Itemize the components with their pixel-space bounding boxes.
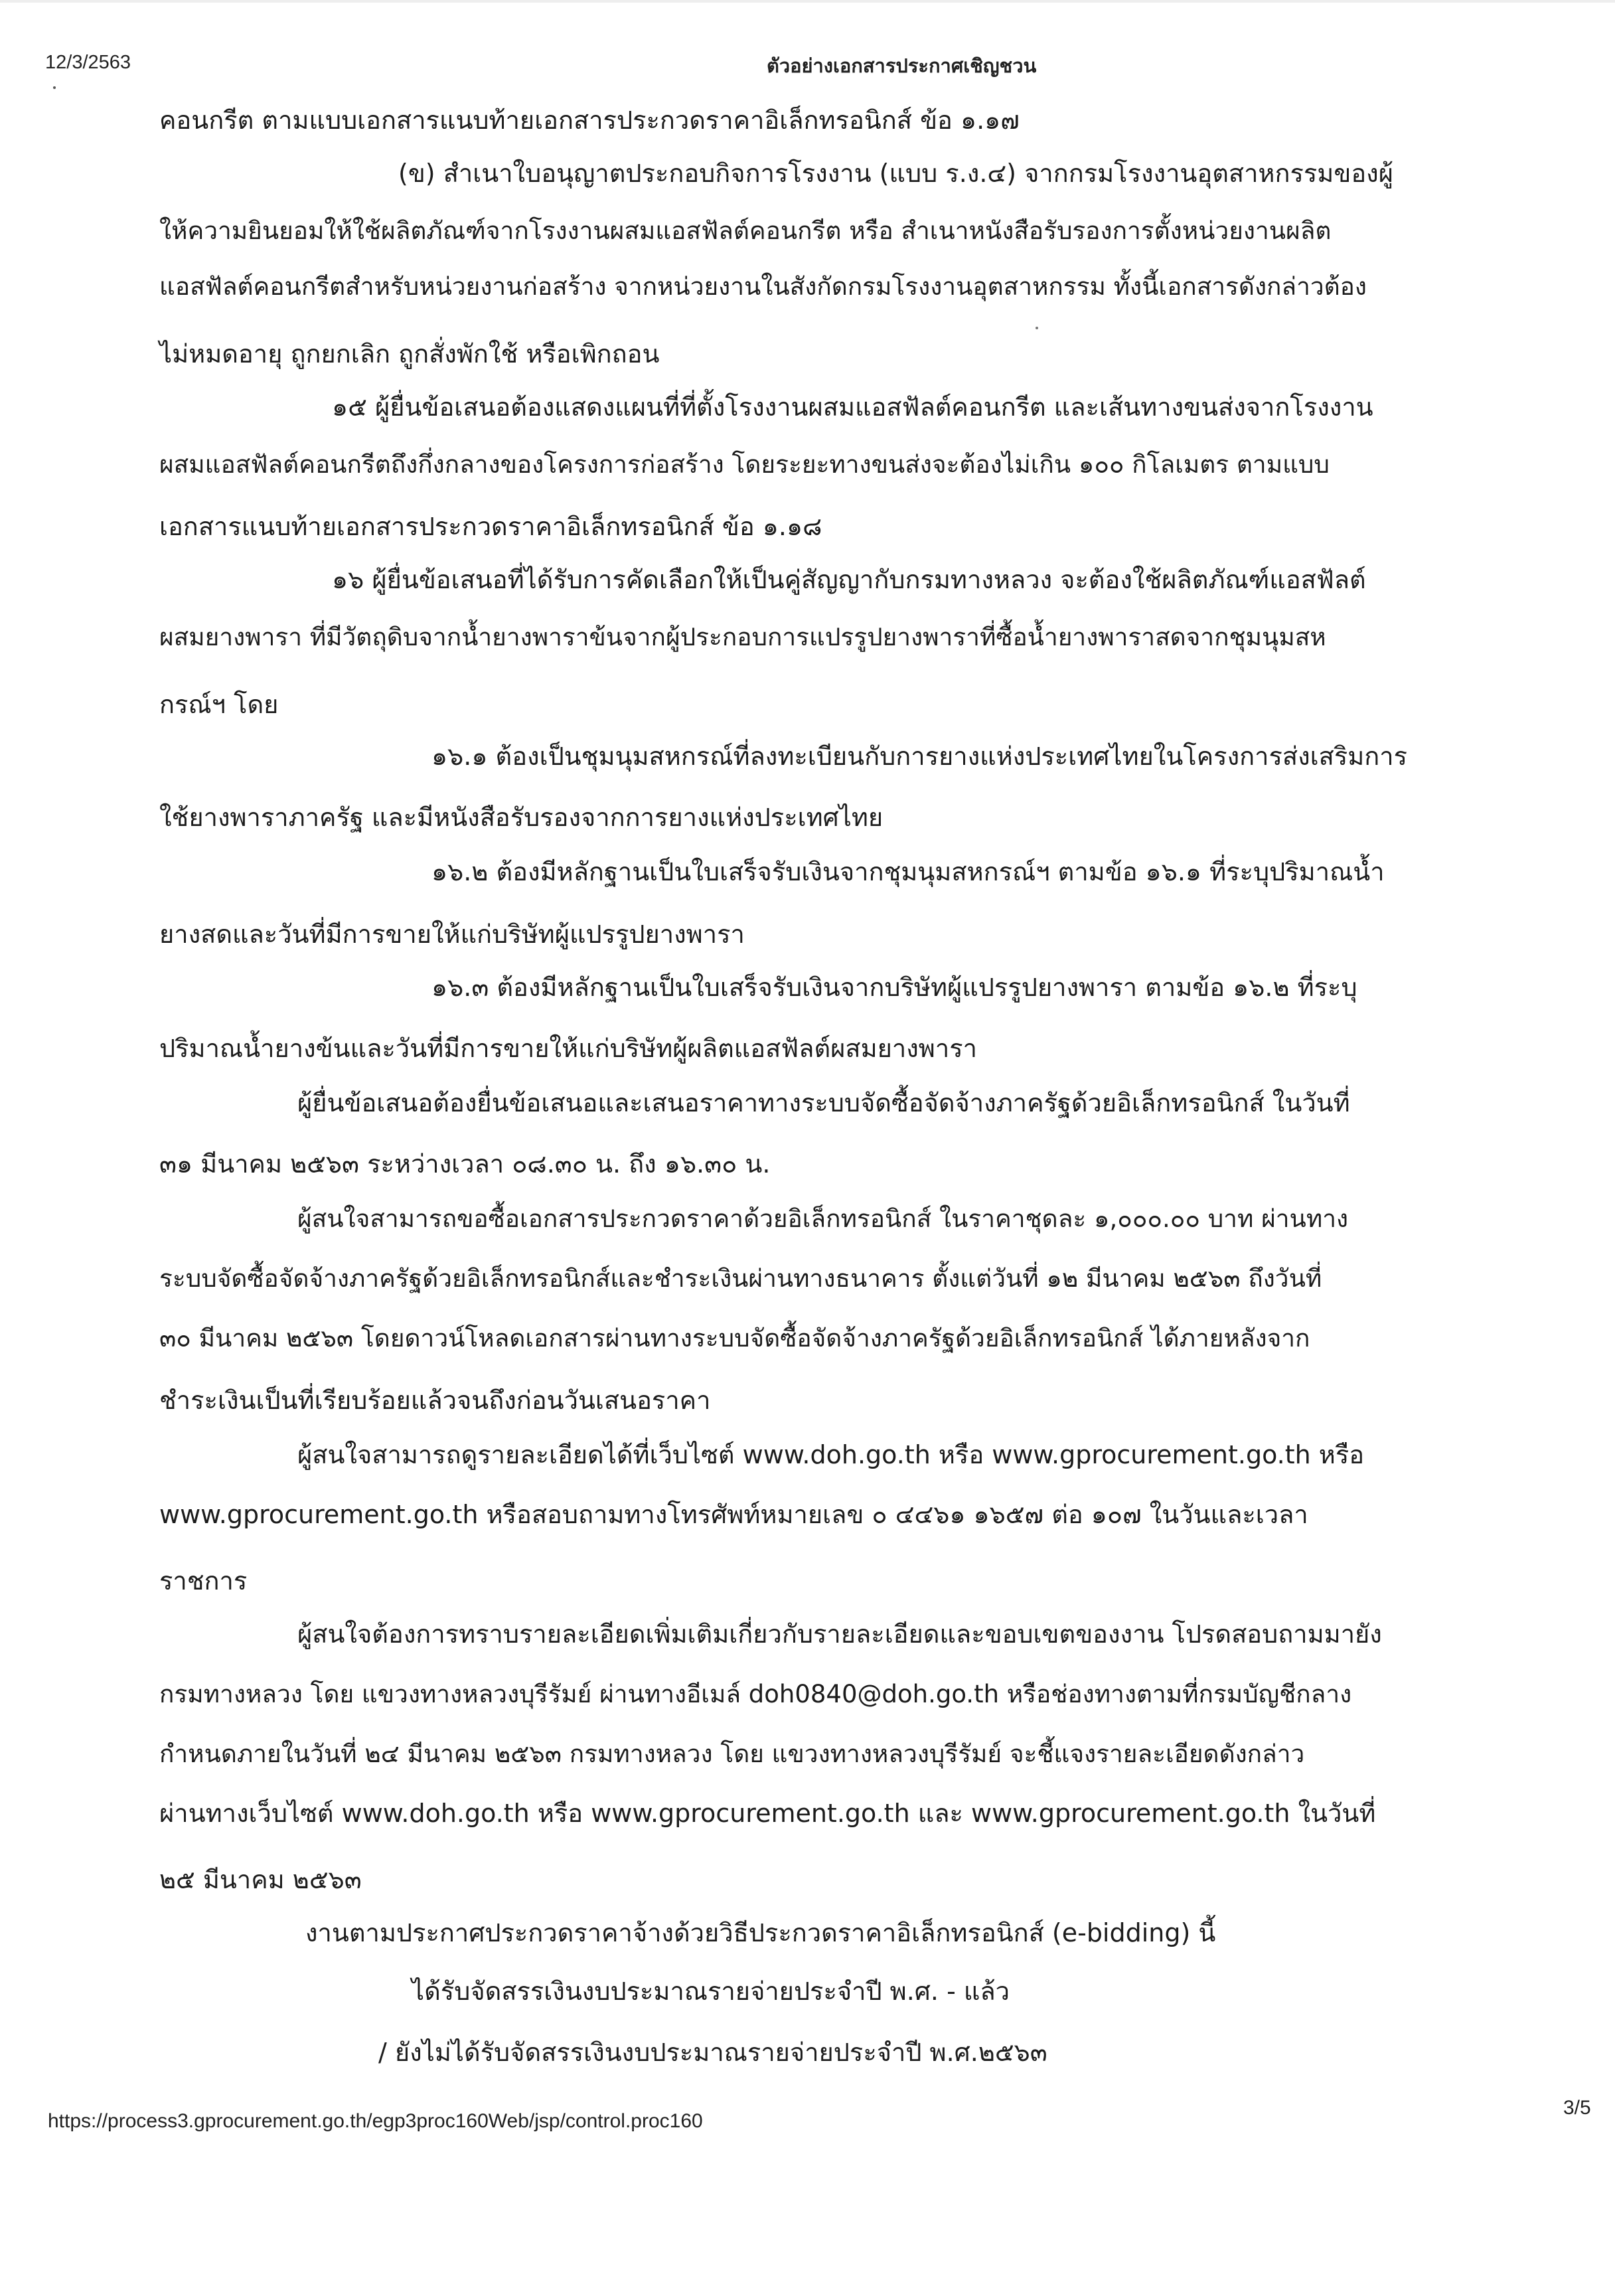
body-line: ได้รับจัดสรรเงินงบประมาณรายจ่ายประจำปี พ.ศ. - แล้ว [412, 1977, 1010, 2006]
body-line: งานตามประกาศประกวดราคาจ้างด้วยวิธีประกวดราคาอิเล็กทรอนิกส์ (e-bidding) นี้ [305, 1918, 1216, 1947]
body-line: ให้ความยินยอมให้ใช้ผลิตภัณฑ์จากโรงงานผสมแอสฟัลต์คอนกรีต หรือ สำเนาหนังสือรับรองการตั้งหน่วยงานผลิต [159, 216, 1332, 245]
body-line: ผ่านทางเว็บไซต์ www.doh.go.th หรือ www.gprocurement.go.th และ www.gprocurement.go.th ในวันที่ [159, 1799, 1376, 1828]
body-line: ผู้สนใจสามารถขอซื้อเอกสารประกวดราคาด้วยอิเล็กทรอนิกส์ ในราคาชุดละ ๑,๐๐๐.๐๐ บาท ผ่านทาง [297, 1204, 1349, 1233]
print-date: 12/3/2563 [45, 52, 131, 73]
body-line: คอนกรีต ตามแบบเอกสารแนบท้ายเอกสารประกวดราคาอิเล็กทรอนิกส์ ข้อ ๑.๑๗ [159, 106, 1020, 135]
body-line: กำหนดภายในวันที่ ๒๔ มีนาคม ๒๕๖๓ กรมทางหลวง โดย แขวงทางหลวงบุรีรัมย์ จะชี้แจงรายละเอียดดังกล่าว [159, 1740, 1305, 1768]
scan-speck [53, 86, 56, 89]
body-line: ๑๖.๑ ต้องเป็นชุมนุมสหกรณ์ที่ลงทะเบียนกับการยางแห่งประเทศไทยในโครงการส่งเสริมการ [431, 742, 1408, 771]
document-title: ตัวอย่างเอกสารประกาศเชิญชวน [767, 54, 1037, 77]
body-line: ๑๖.๒ ต้องมีหลักฐานเป็นใบเสร็จรับเงินจากชุมนุมสหกรณ์ฯ ตามข้อ ๑๖.๑ ที่ระบุปริมาณน้ำ [431, 857, 1385, 886]
body-line: ผสมแอสฟัลต์คอนกรีตถึงกึ่งกลางของโครงการก่อสร้าง โดยระยะทางขนส่งจะต้องไม่เกิน ๑๐๐ กิโลเมตร ตามแบบ [159, 450, 1330, 479]
body-line: เอกสารแนบท้ายเอกสารประกวดราคาอิเล็กทรอนิกส์ ข้อ ๑.๑๘ [159, 512, 822, 541]
body-line: ไม่หมดอายุ ถูกยกเลิก ถูกสั่งพักใช้ หรือเพิกถอน [159, 339, 660, 369]
footer-url: https://process3.gprocurement.go.th/egp3proc160Web/jsp/control.proc160 [48, 2110, 703, 2132]
body-line: ผสมยางพารา ที่มีวัตถุดิบจากน้ำยางพาราข้นจากผู้ประกอบการแปรรูปยางพาราที่ซื้อน้ำยางพาราสดจากชุมนุมสห [159, 623, 1326, 651]
body-line: แอสฟัลต์คอนกรีตสำหรับหน่วยงานก่อสร้าง จากหน่วยงานในสังกัดกรมโรงงานอุตสาหกรรม ทั้งนี้เอกสารดังกล่าวต้อง [159, 272, 1367, 301]
body-line: ๓๐ มีนาคม ๒๕๖๓ โดยดาวน์โหลดเอกสารผ่านทางระบบจัดซื้อจัดจ้างภาครัฐด้วยอิเล็กทรอนิกส์ ได้ภายหลังจาก [159, 1324, 1310, 1353]
page-number: 3/5 [1563, 2097, 1591, 2119]
body-line: ระบบจัดซื้อจัดจ้างภาครัฐด้วยอิเล็กทรอนิกส์และชำระเงินผ่านทางธนาคาร ตั้งแต่วันที่ ๑๒ มีนาคม ๒๕๖๓ ถึงวันที่ [159, 1264, 1322, 1293]
body-line: www.gprocurement.go.th หรือสอบถามทางโทรศัพท์หมายเลข ๐ ๔๔๖๑ ๑๖๕๗ ต่อ ๑๐๗ ในวันและเวลา [159, 1500, 1308, 1529]
body-line: ๑๖ ผู้ยื่นข้อเสนอที่ได้รับการคัดเลือกให้เป็นคู่สัญญากับกรมทางหลวง จะต้องใช้ผลิตภัณฑ์แอสฟัลต์ [332, 565, 1366, 594]
scan-speck [1036, 327, 1038, 329]
body-line: ปริมาณน้ำยางข้นและวันที่มีการขายให้แก่บริษัทผู้ผลิตแอสฟัลต์ผสมยางพารา [159, 1034, 977, 1063]
body-line: / ยังไม่ได้รับจัดสรรเงินงบประมาณรายจ่ายประจำปี พ.ศ.๒๕๖๓ [378, 2038, 1047, 2067]
body-line: ยางสดและวันที่มีการขายให้แก่บริษัทผู้แปรรูปยางพารา [159, 920, 745, 949]
body-line: ผู้ยื่นข้อเสนอต้องยื่นข้อเสนอและเสนอราคาทางระบบจัดซื้อจัดจ้างภาครัฐด้วยอิเล็กทรอนิกส์ ในวันที่ [297, 1088, 1350, 1117]
body-line: ๓๑ มีนาคม ๒๕๖๓ ระหว่างเวลา ๐๘.๓๐ น. ถึง ๑๖.๓๐ น. [159, 1149, 771, 1179]
body-line: ผู้สนใจสามารถดูรายละเอียดได้ที่เว็บไซต์ www.doh.go.th หรือ www.gprocurement.go.th หรือ [297, 1440, 1365, 1469]
body-line: ๒๕ มีนาคม ๒๕๖๓ [159, 1865, 362, 1894]
body-line: ใช้ยางพาราภาครัฐ และมีหนังสือรับรองจากการยางแห่งประเทศไทย [159, 803, 884, 832]
body-line: ๑๕ ผู้ยื่นข้อเสนอต้องแสดงแผนที่ที่ตั้งโรงงานผสมแอสฟัลต์คอนกรีต และเส้นทางขนส่งจากโรงงาน [332, 392, 1373, 422]
body-line: ๑๖.๓ ต้องมีหลักฐานเป็นใบเสร็จรับเงินจากบริษัทผู้แปรรูปยางพารา ตามข้อ ๑๖.๒ ที่ระบุ [431, 973, 1357, 1002]
body-line: ชำระเงินเป็นที่เรียบร้อยแล้วจนถึงก่อนวันเสนอราคา [159, 1386, 711, 1415]
body-line: กรณ์ฯ โดย [159, 690, 279, 719]
body-line: (ข) สำเนาใบอนุญาตประกอบกิจการโรงงาน (แบบ ร.ง.๔) จากกรมโรงงานอุตสาหกรรมของผู้ [398, 159, 1393, 188]
body-line: ผู้สนใจต้องการทราบรายละเอียดเพิ่มเติมเกี่ยวกับรายละเอียดและขอบเขตของงาน โปรดสอบถามมายัง [297, 1619, 1382, 1649]
body-line: ราชการ [159, 1566, 248, 1596]
scan-top-edge [0, 0, 1615, 3]
body-line: กรมทางหลวง โดย แขวงทางหลวงบุรีรัมย์ ผ่านทางอีเมล์ doh0840@doh.go.th หรือช่องทางตามที่กรมบัญชีกลาง [159, 1680, 1352, 1708]
